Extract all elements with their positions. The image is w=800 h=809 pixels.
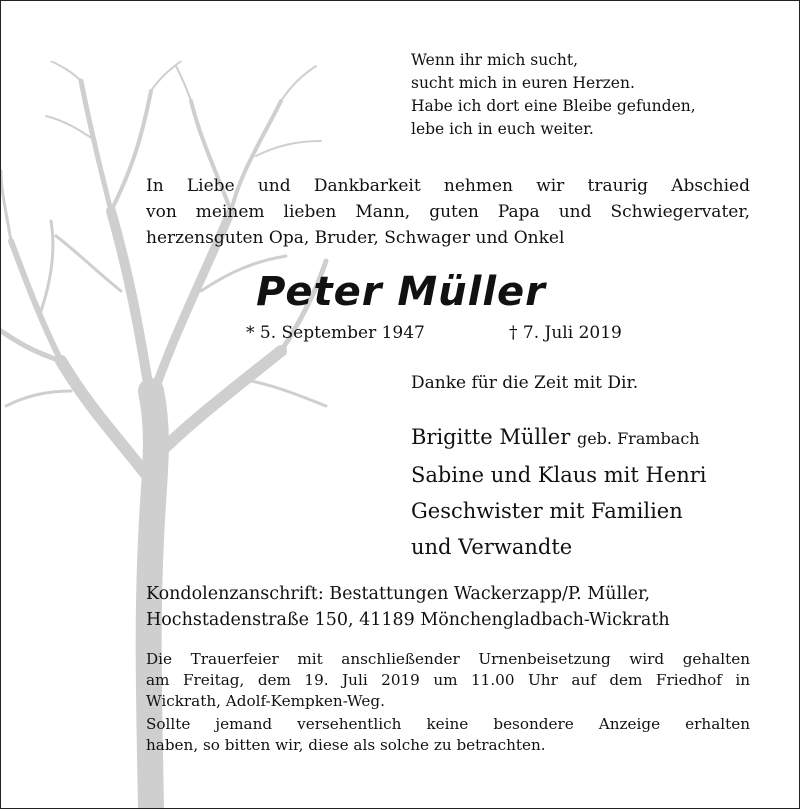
maiden-name-note: geb. Frambach (576, 429, 700, 448)
thanks-line: Danke für die Zeit mit Dir. (411, 373, 639, 393)
funeral-service-info (146, 649, 750, 756)
memorial-poem (411, 49, 696, 141)
intro-line: von meinem lieben Mann, guten Papa und Schwiegervater, (146, 202, 750, 222)
mourners-list (411, 419, 707, 565)
condolence-address (146, 581, 670, 633)
poem-line: lebe ich in euch weiter. (411, 120, 594, 138)
notice-line: Sollte jemand versehentlich keine besondere Anzeige erhalten (146, 715, 750, 733)
address-line: Hochstadenstraße 150, 41189 Mönchengladbach-Wickrath (146, 610, 670, 630)
poem-line: sucht mich in euren Herzen. (411, 74, 635, 92)
farewell-intro (146, 173, 750, 251)
intro-line: herzensguten Opa, Bruder, Schwager und Onkel (146, 228, 565, 248)
address-line: Kondolenzanschrift: Bestattungen Wackerzapp/P. Müller, (146, 584, 651, 604)
birth-date: * 5. September 1947 (246, 323, 425, 343)
service-line: Wickrath, Adolf-Kempken-Weg. (146, 692, 385, 710)
poem-line: Habe ich dort eine Bleibe gefunden, (411, 97, 696, 115)
death-date: † 7. Juli 2019 (509, 323, 622, 343)
deceased-name: Peter Müller (256, 269, 546, 315)
mourner-line: Geschwister mit Familien (411, 499, 683, 523)
notice-line: haben, so bitten wir, diese als solche zu betrachten. (146, 736, 546, 754)
service-line: Die Trauerfeier mit anschließender Urnenbeisetzung wird gehalten (146, 650, 750, 668)
service-line: am Freitag, dem 19. Juli 2019 um 11.00 Uhr auf dem Friedhof in (146, 671, 750, 689)
mourner-line: Sabine und Klaus mit Henri (411, 463, 707, 487)
mourner-line (411, 419, 707, 457)
poem-line: Wenn ihr mich sucht, (411, 51, 579, 69)
intro-line: In Liebe und Dankbarkeit nehmen wir traurig Abschied (146, 176, 750, 196)
mourner-line: und Verwandte (411, 535, 573, 559)
mourner-name: Brigitte Müller (411, 425, 571, 449)
